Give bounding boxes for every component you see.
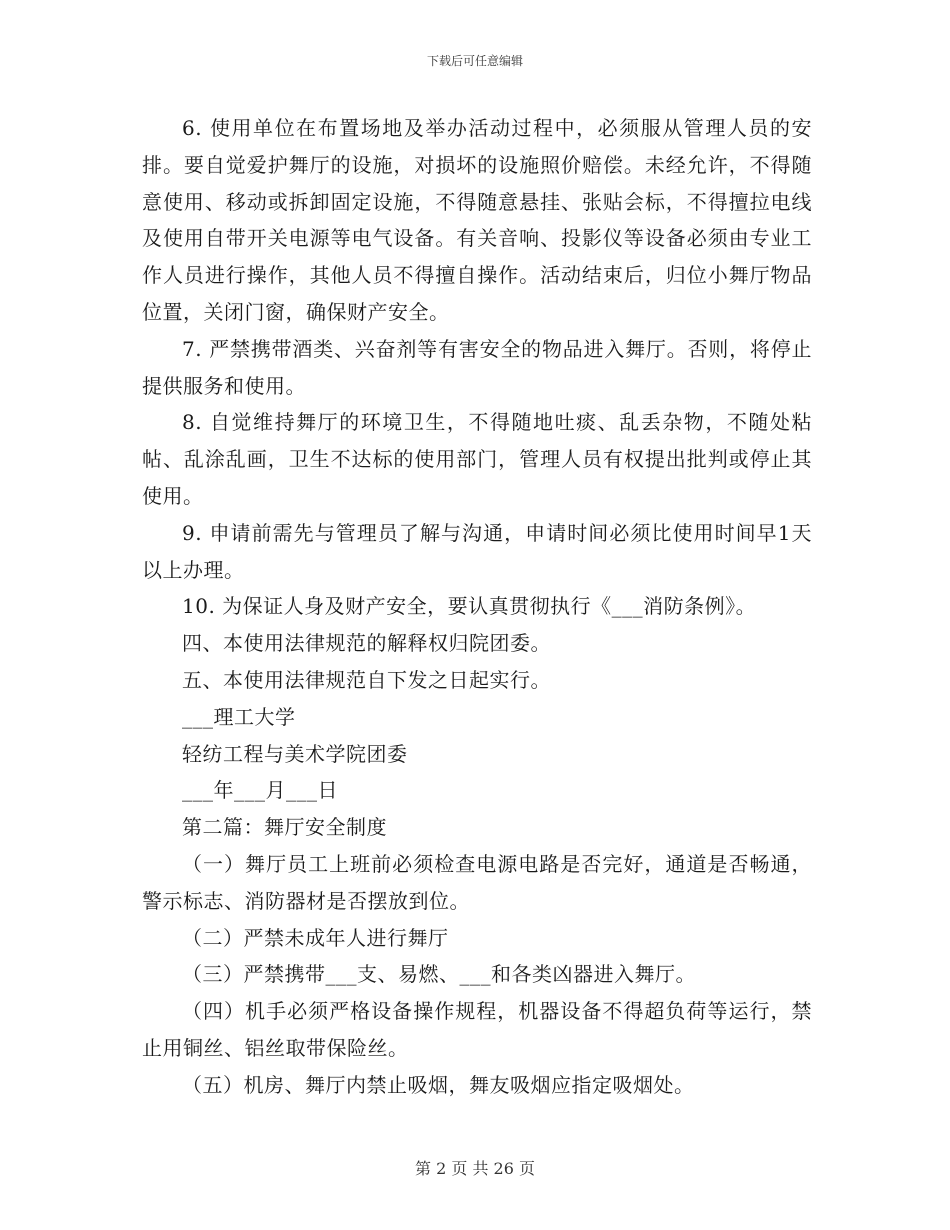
page-header: 下载后可任意编辑	[426, 54, 523, 68]
safety-rule-2: （二）严禁未成年人进行舞厅	[182, 925, 449, 950]
paragraph-item-9: 9. 申请前需先与管理员了解与沟通，申请时间必须比使用时间早1天以上办理。	[142, 520, 812, 582]
paragraph-item-6: 6. 使用单位在布置场地及举办活动过程中，必须服从管理人员的安排。要自觉爱护舞厅的设施，对损坏的设施照价赔偿。未经允许，不得随意使用、移动或拆卸固定设施，不得随意悬挂、张贴会标，不得擅拉电线及使用自带开关电源等电气设备。有关音响、投影仪等设备必须由专业工作人员进行操作，其他人员不得擅自操作。活动结束后，归位小舞厅物品位置，关闭门窗，确保财产安全。	[142, 116, 812, 324]
safety-rule-4: （四）机手必须严格设备操作规程，机器设备不得超负荷等运行，禁止用铜丝、铝丝取带保险丝。	[142, 999, 812, 1060]
paragraph-item-7: 7. 严禁携带酒类、兴奋剂等有害安全的物品进入舞厅。否则，将停止提供服务和使用。	[142, 336, 812, 398]
paragraph-section-4: 四、本使用法律规范的解释权归院团委。	[182, 631, 551, 656]
chapter-title: 第二篇：舞厅安全制度	[182, 815, 387, 840]
signature-university: ___理工大学	[182, 704, 296, 729]
page-number: 第 2 页 共 26 页	[415, 1159, 535, 1178]
safety-rule-3: （三）严禁携带___支、易燃、___和各类凶器进入舞厅。	[182, 962, 696, 987]
paragraph-item-8: 8. 自觉维持舞厅的环境卫生，不得随地吐痰、乱丢杂物，不随处粘帖、乱涂乱画，卫生不达标的使用部门，管理人员有权提出批判或停止其使用。	[142, 410, 812, 508]
safety-rule-5: （五）机房、舞厅内禁止吸烟，舞友吸烟应指定吸烟处。	[182, 1072, 695, 1097]
paragraph-section-5: 五、本使用法律规范自下发之日起实行。	[182, 667, 551, 692]
safety-rule-1: （一）舞厅员工上班前必须检查电源电路是否完好，通道是否畅通，警示标志、消防器材是否摆放到位。	[142, 851, 812, 913]
document-body	[142, 110, 812, 1104]
signature-date: ___年___月___日	[182, 778, 338, 803]
paragraph-item-10: 10. 为保证人身及财产安全，要认真贯彻执行《___消防条例》。	[182, 594, 757, 619]
signature-committee: 轻纺工程与美术学院团委	[182, 741, 408, 766]
